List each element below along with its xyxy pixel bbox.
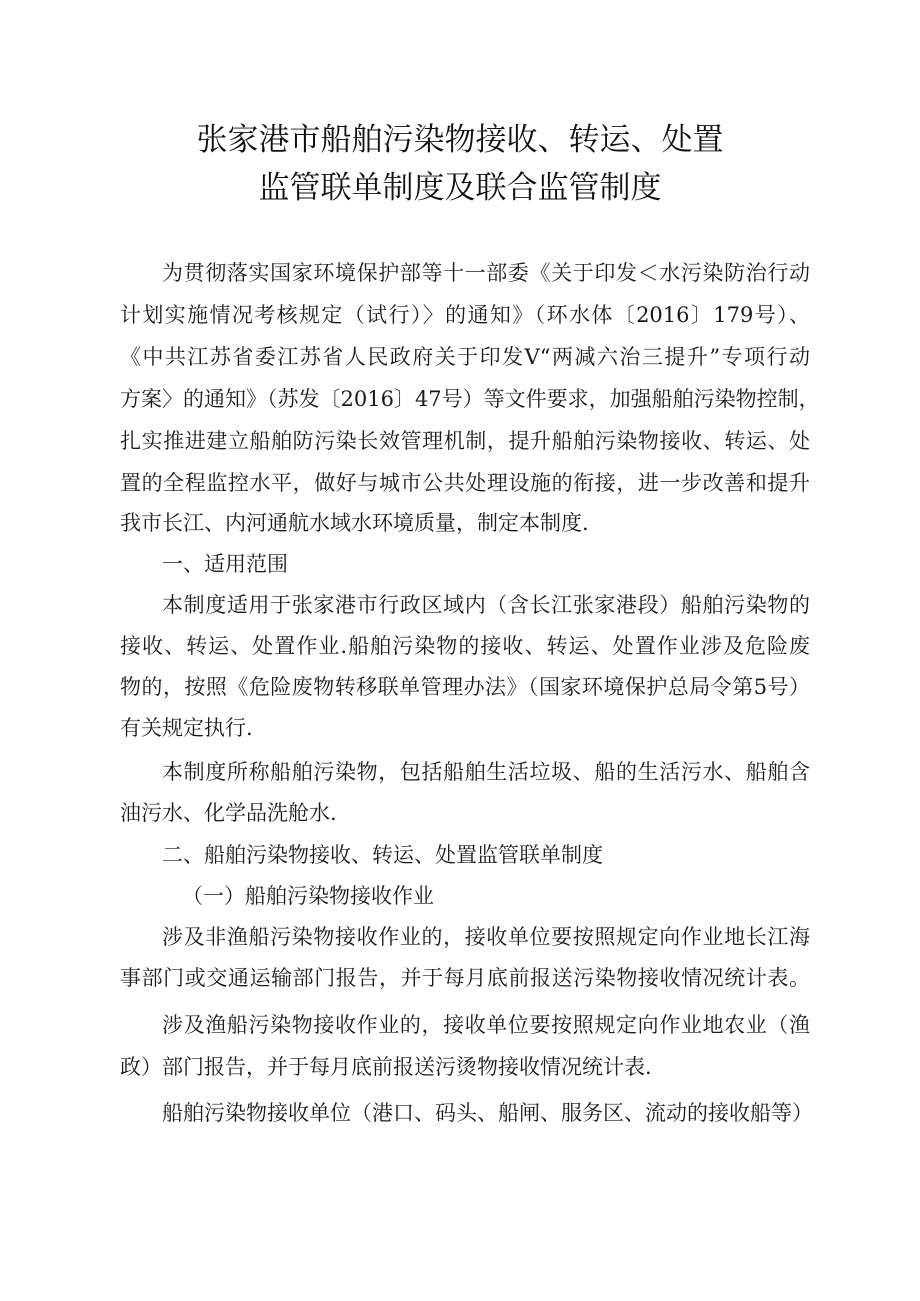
body-line: 为贯彻落实国家环境保护部等十一部委《关于印发＜水污染防治行动 xyxy=(162,261,810,285)
body-line: 我市长江、内河通航水域水环境质量，制定本制度. xyxy=(120,511,589,535)
body-line: 政）部门报告，并于每月底前报送污烫物接收情况统计表. xyxy=(120,1055,652,1079)
body-line: 物的，按照《危险废物转移联单管理办法》（国家环境保护总局令第5号） xyxy=(120,675,810,699)
body-line: 接收、转运、处置作业.船舶污染物的接收、转运、处置作业涉及危险废 xyxy=(120,634,810,658)
body-line: 本制度适用于张家港市行政区域内（含长江张家港段）船舶污染物的 xyxy=(162,593,810,617)
body-line: 《中共江苏省委江苏省人民政府关于印发V“两减六治三提升”专项行动 xyxy=(120,345,810,369)
body-line: 扎实推进建立船舶防污染长效管理机制，提升船舶污染物接收、转运、处 xyxy=(120,429,810,453)
body-line: 船舶污染物接收单位（港口、码头、船闸、服务区、流动的接收船等） xyxy=(162,1101,813,1125)
body-line: 计划实施情况考核规定（试行）〉的通知》（环水体〔2016〕179号）、 xyxy=(120,303,810,327)
section-heading: 二、船舶污染物接收、转运、处置监管联单制度 xyxy=(162,843,603,867)
body-line: 涉及非渔船污染物接收作业的，接收单位要按照规定向作业地长江海 xyxy=(162,925,810,949)
body-line: 涉及渔船污染物接收作业的，接收单位要按照规定向作业地农业（渔 xyxy=(162,1013,810,1037)
body-line: 油污水、化学品洗舱水. xyxy=(120,801,337,825)
body-line: 有关规定执行. xyxy=(120,716,253,740)
body-line: 本制度所称船舶污染物，包括船舶生活垃圾、船的生活污水、船舶含 xyxy=(162,760,810,784)
subsection-heading: （一）船舶污染物接收作业 xyxy=(182,884,434,908)
document-title-line-2: 监管联单制度及联合监管制度 xyxy=(258,170,662,206)
body-line: 事部门或交通运输部门报告，并于每月底前报送污染物接收情况统计表。 xyxy=(120,966,810,990)
body-line: 方案〉的通知》（苏发〔2016〕47号）等文件要求，加强船舶污染物控制， xyxy=(120,387,820,411)
body-line: 置的全程监控水平，做好与城市公共处理设施的衔接，进一步改善和提升 xyxy=(120,471,810,495)
section-heading: 一、适用范围 xyxy=(162,552,288,576)
document-title-line-1: 张家港市船舶污染物接收、转运、处置 xyxy=(196,122,724,158)
